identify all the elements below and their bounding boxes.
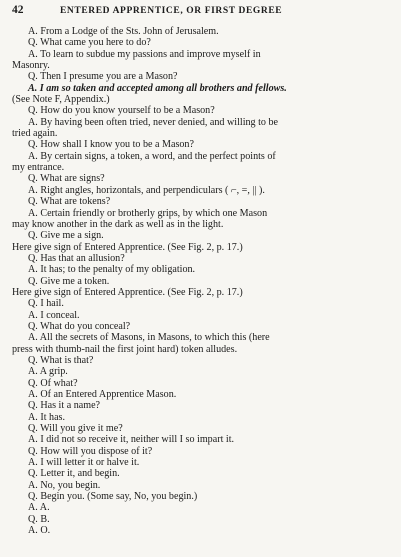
text-line: A. Certain friendly or brotherly grips, by which one Mason — [28, 207, 268, 219]
text-line: Q. Give me a token. — [28, 275, 110, 287]
text-line: A. Of an Entered Apprentice Mason. — [28, 389, 177, 400]
text-line: Q. How do you know yourself to be a Mason? — [28, 105, 215, 117]
text-line: A. All the secrets of Masons, in Masons, to which this (here — [28, 332, 270, 344]
text-line: Q. Give me a sign. — [28, 230, 104, 242]
text-line: A. It has. — [28, 411, 66, 423]
text-line: may know another in the dark as well as in the light. — [12, 218, 224, 230]
page-number: 42 — [12, 4, 24, 16]
text-line: Q. Will you give it me? — [28, 423, 123, 435]
text-line: (See Note F, Appendix.) — [12, 94, 110, 106]
text-line: press with thumb-nail the first joint hard) token alludes. — [12, 343, 238, 355]
text-line: A. To learn to subdue my passions and improve myself in — [28, 48, 261, 60]
text-line: Here give sign of Entered Apprentice. (See Fig. 2, p. 17.) — [12, 241, 243, 253]
text-line: Q. Letter it, and begin. — [28, 468, 120, 480]
text-line: A. It has; to the penalty of my obligation. — [28, 264, 196, 276]
catechism-text — [12, 26, 389, 536]
text-line: A. By certain signs, a token, a word, and the perfect points of — [28, 150, 276, 162]
text-line: Q. How will you dispose of it? — [28, 445, 153, 457]
text-line: A. No, you begin. — [28, 479, 101, 491]
text-line: A. I am so taken and accepted among all brothers and fellows. — [28, 82, 287, 94]
text-line: Q. How shall I know you to be a Mason? — [28, 139, 194, 151]
page-header — [12, 4, 389, 22]
text-line: my entrance. — [12, 162, 65, 174]
text-line: Q. B. — [28, 513, 50, 525]
text-line: tried again. — [12, 128, 58, 140]
text-line: Q. Of what? — [28, 377, 78, 389]
text-line: A. I will letter it or halve it. — [28, 457, 140, 469]
text-line: A. From a Lodge of the Sts. John of Jerusalem. — [28, 26, 219, 37]
text-line: Q. What are signs? — [28, 173, 105, 185]
text-line: Q. Then I presume you are a Mason? — [28, 71, 178, 83]
text-line: Here give sign of Entered Apprentice. (See Fig. 2, p. 17.) — [12, 286, 243, 298]
text-line: Q. I hail. — [28, 298, 64, 310]
text-line: A. By having been often tried, never denied, and willing to be — [28, 116, 279, 128]
text-line: Q. Begin you. (Some say, No, you begin.) — [28, 491, 198, 503]
text-line: A. I conceal. — [28, 309, 80, 321]
text-line: A. A. — [28, 502, 50, 514]
text-line: Q. Has it a name? — [28, 400, 101, 412]
text-line: A. I did not so receive it, neither will I so impart it. — [28, 434, 235, 446]
text-line: A. Right angles, horizontals, and perpendiculars ( ⌐, =, || ). — [28, 184, 265, 196]
text-line: Q. What are tokens? — [28, 196, 111, 208]
text-line: Q. What came you here to do? — [28, 37, 151, 49]
text-line: A. A grip. — [28, 366, 68, 378]
text-line: Masonry. — [12, 60, 50, 72]
text-line: Q. What do you conceal? — [28, 320, 131, 332]
text-line: Q. What is that? — [28, 354, 94, 366]
text-line: A. O. — [28, 525, 51, 537]
text-line: Q. Has that an allusion? — [28, 252, 125, 264]
running-head: ENTERED APPRENTICE, OR FIRST DEGREE — [60, 6, 283, 16]
